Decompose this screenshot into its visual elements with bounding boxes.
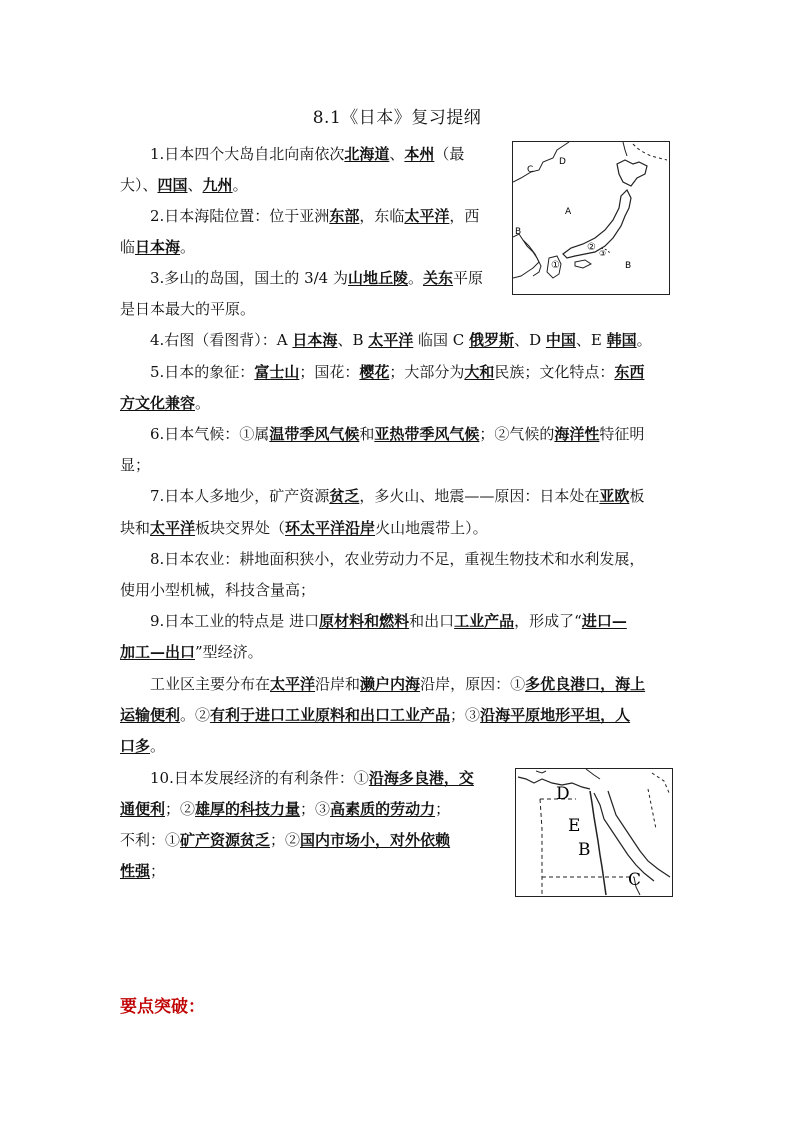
line-text: 。 (408, 269, 424, 287)
line-text: 临 (120, 238, 136, 256)
line-text: ；③ (300, 800, 331, 818)
key-answer: 四国 (157, 176, 188, 194)
outline-line (120, 393, 210, 413)
outline-line (120, 237, 195, 257)
line-text: 3.多山的岛国，国土的 3/4 为 (150, 269, 348, 287)
key-answer: 日本海 (135, 238, 181, 256)
outline-line (120, 799, 450, 819)
outline-line (120, 861, 165, 881)
key-answer: 口多 (120, 737, 151, 755)
line-text: 、D (514, 331, 546, 349)
key-answer: 太平洋 (150, 519, 196, 537)
japan-map (512, 141, 670, 295)
key-answer: 国内市场小，对外依赖 (300, 831, 451, 849)
outline-line (150, 611, 627, 631)
map1-label-2: ② (587, 242, 596, 253)
line-text: 10.日本发展经济的有利条件：① (150, 769, 369, 787)
outline-line (150, 549, 644, 569)
outline-line (120, 705, 630, 725)
line-text: 临国 C (413, 331, 470, 349)
line-text: 。 (232, 176, 248, 194)
outline-line (120, 642, 263, 662)
line-text: ；国花： (299, 363, 360, 381)
line-text: 4.右图（看图背）：A (150, 331, 293, 349)
line-text: 沿岸和 (315, 675, 361, 693)
key-answer: 大和 (464, 363, 495, 381)
outline-line (150, 768, 474, 788)
key-answer: 方文化兼容 (120, 394, 196, 412)
key-answer: 高素质的劳动力 (330, 800, 436, 818)
map1-label-1: ① (551, 260, 560, 271)
line-text: 、 (389, 145, 405, 163)
key-answer: 沿海平原地形平坦，人 (480, 706, 631, 724)
key-answer: 本州 (404, 145, 435, 163)
key-answer: 亚欧 (599, 487, 630, 505)
page-title: 8.1《日本》复习提纲 (312, 108, 482, 128)
line-text: 特征明 (599, 425, 645, 443)
line-text: ；② (270, 831, 301, 849)
key-answer: 性强 (120, 862, 151, 880)
key-answer: 工业产品 (454, 612, 515, 630)
map1-label-b-left: B (515, 227, 522, 237)
outline-line (120, 518, 488, 538)
key-answer: 东西 (614, 363, 645, 381)
line-text: ”型经济。 (195, 643, 263, 661)
map2-label-d: D (556, 784, 570, 804)
line-text: ，形成了“ (514, 612, 582, 630)
key-answer: 海洋性 (554, 425, 600, 443)
key-answer: 东部 (329, 207, 360, 225)
line-text: ；③ (450, 706, 481, 724)
outline-line (120, 736, 165, 756)
outline-line (120, 830, 450, 850)
outline-line (150, 206, 479, 226)
line-text: （最 (434, 145, 465, 163)
key-answer: 加工—出口 (120, 643, 196, 661)
outline-line (120, 580, 315, 600)
line-text: 是日本最大的平原。 (120, 300, 256, 318)
line-text: ； (435, 800, 451, 818)
outline-line (150, 362, 644, 382)
key-answer: 日本海 (292, 331, 338, 349)
line-text: 和 (359, 425, 375, 443)
key-answer: 通便利 (120, 800, 166, 818)
key-answer: 温带季风气候 (269, 425, 360, 443)
key-answer: 俄罗斯 (469, 331, 515, 349)
key-answer: 北海道 (344, 145, 390, 163)
line-text: 民族；文化特点： (494, 363, 615, 381)
line-text: 使用小型机械，科技含量高； (120, 581, 316, 599)
map2-label-e: E (568, 816, 581, 836)
key-answer: 中国 (545, 331, 576, 349)
line-text: 5.日本的象征： (150, 363, 255, 381)
outline-line (120, 299, 255, 319)
line-text: 板 (629, 487, 645, 505)
line-text: 。 (180, 238, 196, 256)
line-text: ；② (165, 800, 196, 818)
section-heading: 要点突破： (120, 997, 205, 1017)
key-answer: 亚热带季风气候 (374, 425, 480, 443)
key-answer: 太平洋 (270, 675, 316, 693)
line-text: 2.日本海陆位置：位于亚洲 (150, 207, 330, 225)
key-answer: 进口— (581, 612, 627, 630)
line-text: 6.日本气候：①属 (150, 425, 270, 443)
map1-label-b-right: B (625, 261, 632, 271)
key-answer: 太平洋 (368, 331, 414, 349)
outline-line (150, 268, 483, 288)
line-text: 。② (180, 706, 211, 724)
line-text: ，东临 (359, 207, 405, 225)
outline-line (150, 330, 652, 350)
line-text: 。 (150, 737, 166, 755)
line-text: 。 (636, 331, 652, 349)
egypt-map (515, 768, 673, 897)
line-text: 块和 (120, 519, 151, 537)
outline-line (150, 144, 464, 164)
line-text: ，西 (449, 207, 480, 225)
line-text: 。 (195, 394, 211, 412)
key-answer: 原材料和燃料 (319, 612, 410, 630)
line-text: 板块交界处（ (195, 519, 286, 537)
line-text: 和出口 (409, 612, 455, 630)
key-answer: 樱花 (359, 363, 390, 381)
line-text: 8.日本农业：耕地面积狭小，农业劳动力不足，重视生物技术和水利发展， (150, 550, 645, 568)
map2-label-b: B (578, 840, 591, 860)
line-text: 平原 (453, 269, 484, 287)
outline-line (150, 424, 644, 444)
key-answer: 九州 (202, 176, 233, 194)
map2-label-c: C (628, 870, 642, 890)
line-text: 大）、 (120, 176, 158, 194)
line-text: ；大部分为 (389, 363, 465, 381)
line-text: 沿岸，原因：① (420, 675, 526, 693)
line-text: 显； (120, 456, 151, 474)
line-text: 1.日本四个大岛自北向南依次 (150, 145, 345, 163)
key-answer: 矿产资源贫乏 (180, 831, 271, 849)
key-answer: 贫乏 (329, 487, 360, 505)
key-answer: 环太平洋沿岸 (285, 519, 376, 537)
line-text: ；②气候的 (479, 425, 555, 443)
key-answer: 关东 (423, 269, 454, 287)
key-answer: 多优良港口，海上 (525, 675, 646, 693)
line-text: ，多火山、地震——原因：日本处在 (359, 487, 600, 505)
key-answer: 有利于进口工业原料和出口工业产品 (210, 706, 451, 724)
outline-line (120, 175, 248, 195)
line-text: 、E (575, 331, 607, 349)
line-text: 、B (337, 331, 369, 349)
key-answer: 沿海多良港，交 (368, 769, 474, 787)
key-answer: 运输便利 (120, 706, 181, 724)
line-text: ； (150, 862, 166, 880)
key-answer: 韩国 (606, 331, 637, 349)
map1-label-a: A (565, 207, 572, 217)
line-text: 、 (187, 176, 203, 194)
outline-line (120, 455, 150, 475)
outline-line (150, 486, 644, 506)
line-text: 工业区主要分布在 (150, 675, 271, 693)
line-text: 火山地震带上）。 (375, 519, 488, 537)
outline-line (150, 674, 645, 694)
key-answer: 雄厚的科技力量 (195, 800, 301, 818)
key-answer: 濑户内海 (360, 675, 421, 693)
map1-label-c: C (527, 165, 534, 175)
map1-label-d: D (559, 157, 566, 167)
map1-label-3: ③ (599, 249, 607, 258)
line-text: 不利：① (120, 831, 181, 849)
line-text: 7.日本人多地少，矿产资源 (150, 487, 330, 505)
key-answer: 富士山 (254, 363, 300, 381)
key-answer: 山地丘陵 (348, 269, 409, 287)
line-text: 9.日本工业的特点是 进口 (150, 612, 320, 630)
key-answer: 太平洋 (404, 207, 450, 225)
